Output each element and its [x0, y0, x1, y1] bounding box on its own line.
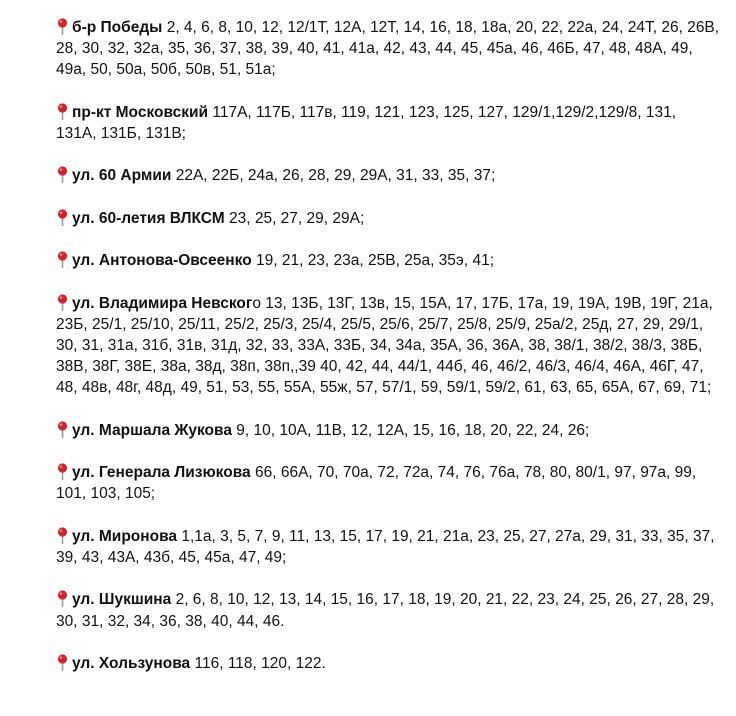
house-numbers: 2, 6, 8, 10, 12, 13, 14, 15, 16, 17, 18, 19, 20, 21, 22, 23, 24, 25, 26, 27, 28, 29, 30, 31, 32, 34, 36, 38, 40, 44, 46. — [56, 591, 715, 630]
round-pushpin-icon — [56, 294, 69, 311]
street-name: ул. 60 Армии — [72, 167, 172, 185]
house-numbers: 13, 13Б, 13Г, 13в, 15, 15А, 17, 17Б, 17а, 19, 19А, 19В, 19Г, 21а, 23Б, 25/1, 25/10, 25/11, 25/2, 25/3, 25/4, 25/5, 25/6, 25/7, 25/8, 25/9, 25а/2, 25д, 27, 29, 29/1, 30, 31, 31а, 31б, 31в, 31д, 32, 33, 33А, 33Б, 34, 34а, 35А, 36, 36А, 38, 38/1, 38/2, 38/3, 38Б, 38В, 38Г, 38Е, 38а, 38д, 38п, 38п,,39 40, 42, 44, 44/1, 44б, 46, 46/2, 46/3, 46/4, 46А, 46Г, 47, 48, 48в, 48г, 48д, 49, 51, 53, 55, 55А, 55ж, 57, 57/1, 59, 59/1, 59/2, 61, 63, 65, 65А, 67, 69, 71; — [56, 294, 713, 397]
round-pushpin-icon — [56, 590, 69, 607]
round-pushpin-icon — [56, 209, 69, 226]
house-numbers: 2, 4, 6, 8, 10, 12, 12/1Т, 12А, 12Т, 14, 16, 18, 18а, 20, 22, 22а, 24, 24Т, 26, 26В, 28, 30, 32, 32а, 35, 36, 37, 38, 39, 40, 41, 41а, 42, 43, 44, 45, 45а, 46, 46Б, 47, 48, 48А, 49, 49а, 50, 50а, 50б, 50в, 51, 51а; — [56, 19, 720, 79]
list-item — [56, 653, 720, 674]
round-pushpin-icon — [56, 103, 69, 120]
round-pushpin-icon — [56, 654, 69, 671]
list-item — [56, 526, 720, 568]
street-name: б-р Победы — [72, 19, 163, 36]
list-item — [56, 17, 720, 81]
round-pushpin-icon — [56, 463, 69, 480]
list-item — [56, 165, 720, 186]
house-numbers: 23, 25, 27, 29, 29А; — [228, 209, 365, 227]
round-pushpin-icon — [56, 421, 69, 438]
street-name: ул. 60-летия ВЛКСМ — [72, 209, 225, 227]
list-item — [56, 589, 720, 631]
house-numbers: 22А, 22Б, 24а, 26, 28, 29, 29А, 31, 33, 35, 37; — [175, 167, 496, 185]
list-item — [56, 462, 720, 504]
house-numbers: 19, 21, 23, 23а, 25В, 25а, 35э, 41; — [255, 252, 494, 270]
house-numbers: 117А, 117Б, 117в, 119, 121, 123, 125, 127, 129/1,129/2,129/8, 131, 131А, 131Б, 131В; — [56, 103, 677, 142]
street-name: ул. Генерала Лизюкова — [72, 464, 251, 482]
house-numbers: 9, 10, 10А, 11В, 12, 12А, 15, 16, 18, 20, 22, 24, 26; — [236, 421, 590, 439]
round-pushpin-icon — [56, 251, 69, 268]
house-numbers: 1,1а, 3, 5, 7, 9, 11, 13, 15, 17, 19, 21, 21а, 23, 25, 27, 27а, 29, 31, 33, 35, 37, 39, 43, 43А, 43б, 45, 45а, 47, 49; — [56, 527, 715, 566]
house-numbers: 116, 118, 120, 122. — [194, 654, 326, 672]
list-item — [56, 293, 720, 399]
address-list — [56, 17, 720, 695]
round-pushpin-icon — [56, 527, 69, 544]
list-item — [56, 102, 720, 144]
street-name-tail: о — [252, 294, 261, 312]
street-name: ул. Антонова-Овсеенко — [72, 252, 252, 270]
street-name: ул. Шукшина — [72, 591, 172, 609]
round-pushpin-icon — [56, 18, 69, 35]
list-item — [56, 208, 720, 229]
round-pushpin-icon — [56, 166, 69, 183]
list-item — [56, 250, 720, 271]
list-item — [56, 420, 720, 441]
street-name: ул. Маршала Жукова — [72, 421, 232, 439]
street-name: ул. Хользунова — [72, 654, 191, 672]
street-name: ул. Миронова — [72, 527, 178, 545]
street-name: пр-кт Московский — [72, 103, 209, 121]
house-numbers: 66, 66А, 70, 70а, 72, 72а, 74, 76, 76а, 78, 80, 80/1, 97, 97а, 99, 101, 103, 105; — [56, 464, 697, 503]
street-name: ул. Владимира Невског — [72, 294, 253, 312]
